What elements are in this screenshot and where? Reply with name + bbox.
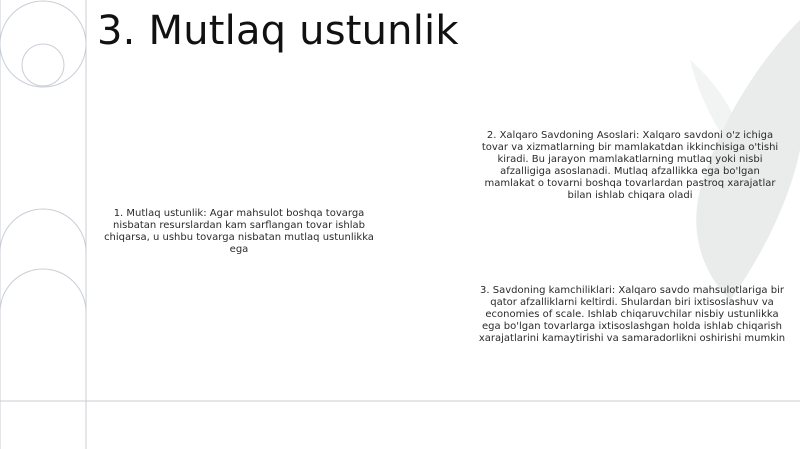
decorative-arch (0, 209, 86, 401)
point-international-trade-basics: 2. Xalqaro Savdoning Asoslari: Xalqaro savdoni o'z ichiga tovar va xizmatlarning bir mamlakatdan ikkinchisiga o'tishi kiradi. Bu jarayon mamlakatlarning mutlaq yoki nisbi afzalligiga asoslanadi. Mutlaq afzallikka ega bo'lgan mamlakat o tovarni boshqa tovarlardan pastroq xarajatlar bilan ishlab chiqara oladi (481, 130, 779, 201)
point-absolute-advantage: 1. Mutlaq ustunlik: Agar mahsulot boshqa tovarga nisbatan resurslardan kam sarflangan tovar ishlab chiqarsa, u ushbu tovarga nisbatan mutlaq ustunlikka ega (104, 208, 374, 255)
decorative-circle (22, 44, 64, 86)
decorative-arch (0, 269, 86, 312)
point-trade-drawbacks: 3. Savdoning kamchiliklari: Xalqaro savdo mahsulotlariga bir qator afzalliklarni keltirdi. Shulardan biri ixtisoslashuv va economies of scale. Ishlab chiqaruvchilar nisbiy ustunlikka ega bo'lgan tovarlarga ixtisoslashgan holda ishlab chiqarish xarajatlarini kamaytirishi va samaradorlikni oshirishi mumkin (478, 285, 786, 344)
slide-title: 3. Mutlaq ustunlik (97, 8, 459, 54)
